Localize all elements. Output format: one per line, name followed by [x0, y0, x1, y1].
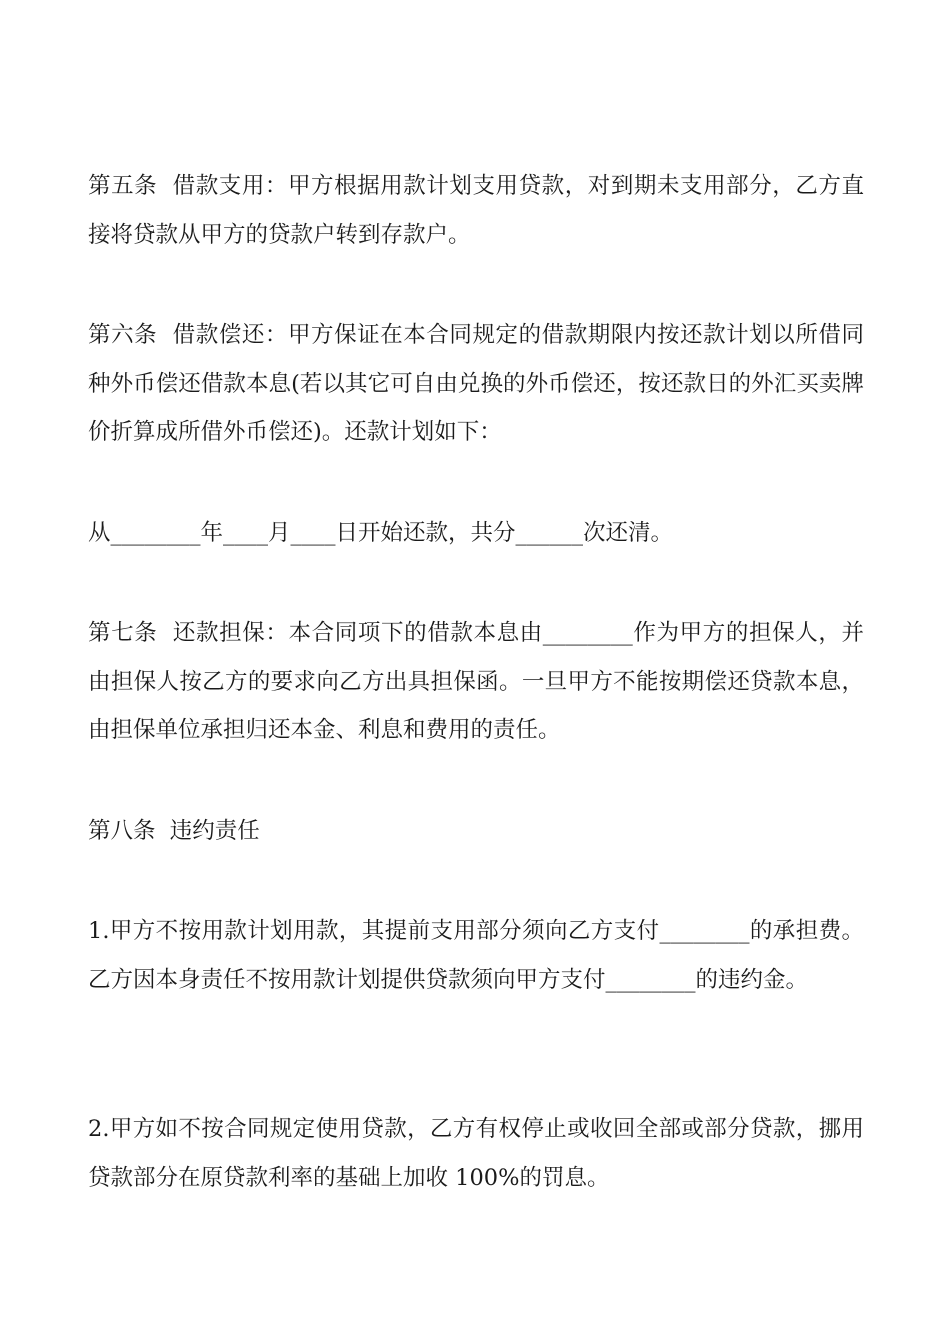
article-7-paragraph: 第七条 还款担保：本合同项下的借款本息由________作为甲方的担保人，并由担保人按乙方的要求向乙方出具担保函。一旦甲方不能按期偿还贷款本息，由担保单位承担归还本金、利息和费用的责任。 — [88, 620, 864, 743]
article-6-paragraph: 第六条 借款偿还：甲方保证在本合同规定的借款期限内按还款计划以所借同种外币偿还借款本息(若以其它可自由兑换的外币偿还，按还款日的外汇买卖牌价折算成所借外币偿还)。还款计划如下： — [88, 322, 864, 445]
article-5-paragraph: 第五条 借款支用：甲方根据用款计划支用贷款，对到期未支用部分，乙方直接将贷款从甲方的贷款户转到存款户。 — [88, 173, 864, 248]
repayment-schedule-line: 从________年____月____日开始还款，共分______次还清。 — [88, 520, 674, 546]
breach-clause-2: 2.甲方如不按合同规定使用贷款，乙方有权停止或收回全部或部分贷款，挪用贷款部分在原贷款利率的基础上加收 100%的罚息。 — [88, 1116, 864, 1191]
article-8-heading: 第八条 违约责任 — [88, 818, 260, 844]
breach-clause-1: 1.甲方不按用款计划用款，其提前支用部分须向乙方支付________的承担费。乙方因本身责任不按用款计划提供贷款须向甲方支付________的违约金。 — [88, 918, 864, 993]
